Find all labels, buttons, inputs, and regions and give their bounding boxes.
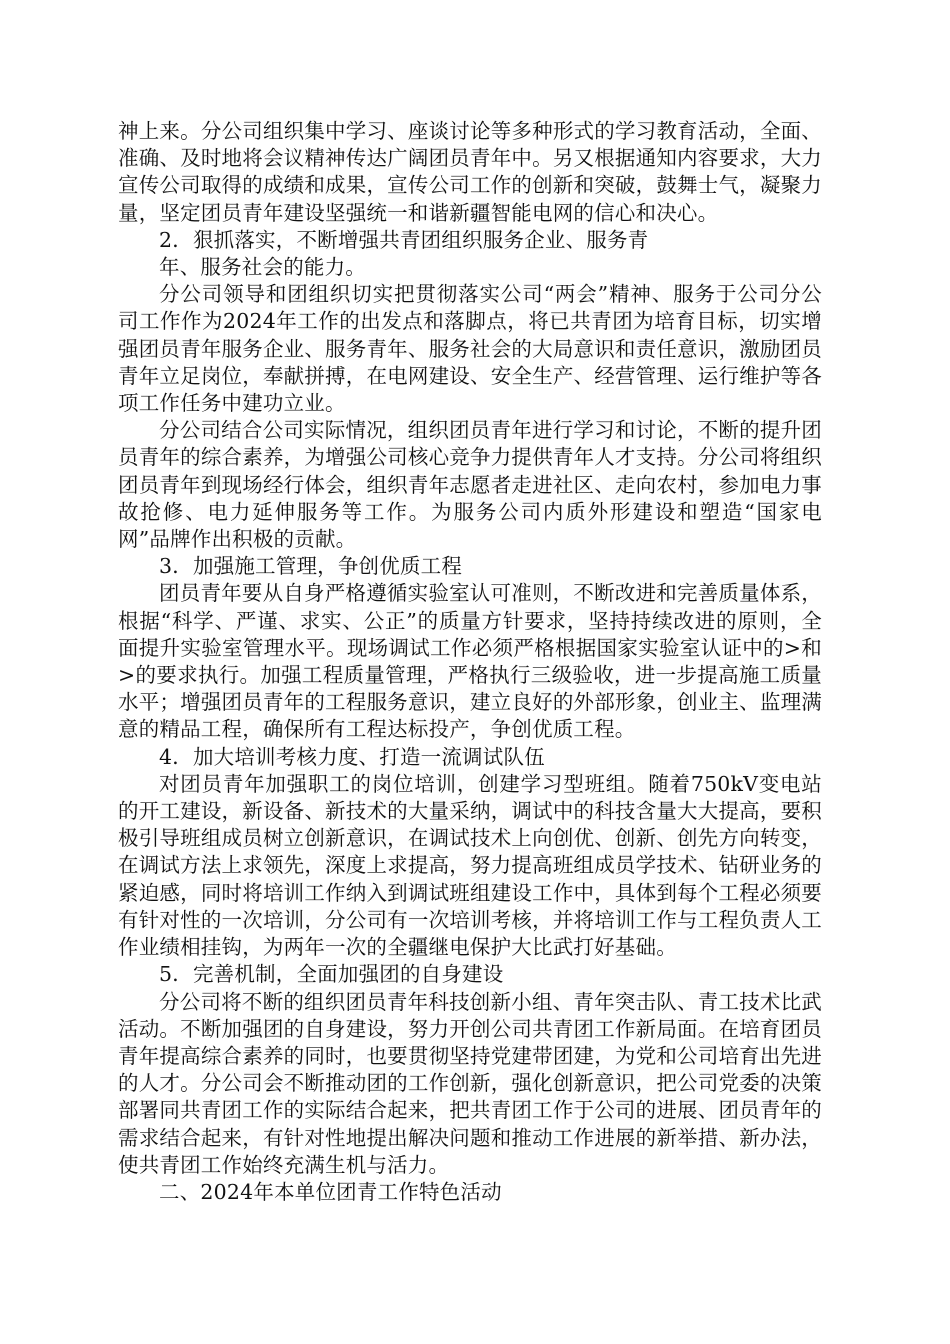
section-heading-4: 4．加大培训考核力度、打造一流调试队伍	[159, 744, 545, 769]
body-paragraph: 团员青年要从自身严格遵循实验室认可准则，不断改进和完善质量体系，根据“科学、严谨、求实、公正”的质量方针要求，坚持持续改进的原则，全面提升实验室管理水平。现场调试工作必须严格根据国家实验室认证中的>和>的要求执行。加强工程质量管理，严格执行三级验收，进一步提高施工质量水平；增强团员青年的工程服务意识，建立良好的外部形象，创业主、监理满意的精品工程，确保所有工程达标投产，争创优质工程。	[118, 581, 822, 742]
body-paragraph: 对团员青年加强职工的岗位培训，创建学习型班组。随着750kV变电站的开工建设，新设备、新技术的大量采纳，调试中的科技含量大大提高，要积极引导班组成员树立创新意识，在调试技术上向创优、创新、创先方向转变，在调试方法上求领先，深度上求提高，努力提高班组成员学技术、钻研业务的紧迫感，同时将培训工作纳入到调试班组建设工作中，具体到每个工程必须要有针对性的一次培训，分公司有一次培训考核，并将培训工作与工程负责人工作业绩相挂钩，为两年一次的全疆继电保护大比武打好基础。	[118, 771, 822, 960]
section-heading-part-2: 二、2024年本单位团青工作特色活动	[159, 1179, 502, 1204]
body-paragraph: 神上来。分公司组织集中学习、座谈讨论等多种形式的学习教育活动，全面、准确、及时地将会议精神传达广阔团员青年中。另又根据通知内容要求，大力宣传公司取得的成绩和成果，宣传公司工作的创新和突破，鼓舞士气，凝聚力量，坚定团员青年建设坚强统一和谐新疆智能电网的信心和决心。	[118, 119, 822, 225]
section-heading-2-line-2: 年、服务社会的能力。	[159, 255, 366, 280]
section-heading-3: 3．加强施工管理，争创优质工程	[159, 554, 463, 579]
section-heading-2-line-1: 2．狠抓落实，不断增强共青团组织服务企业、服务青	[159, 227, 649, 252]
document-body	[118, 118, 822, 1206]
body-paragraph: 分公司结合公司实际情况，组织团员青年进行学习和讨论，不断的提升团员青年的综合素养，为增强公司核心竞争力提供青年人才支持。分公司将组织团员青年到现场经行体会，组织青年志愿者走进社区、走向农村，参加电力事故抢修、电力延伸服务等工作。为服务公司内质外形建设和塑造“国家电网”品牌作出积极的贡献。	[118, 418, 822, 552]
body-paragraph: 分公司将不断的组织团员青年科技创新小组、青年突击队、青工技术比武活动。不断加强团的自身建设，努力开创公司共青团工作新局面。在培育团员青年提高综合素养的同时，也要贯彻坚持党建带团建，为党和公司培育出先进的人才。分公司会不断推动团的工作创新，强化创新意识，把公司党委的决策部署同共青团工作的实际结合起来，把共青团工作于公司的进展、团员青年的需求结合起来，有针对性地提出解决问题和推动工作进展的新举措、新办法，使共青团工作始终充满生机与活力。	[118, 989, 822, 1177]
section-heading-5: 5．完善机制，全面加强团的自身建设	[159, 962, 504, 987]
body-paragraph: 分公司领导和团组织切实把贯彻落实公司“两会”精神、服务于公司分公司工作作为2024年工作的出发点和落脚点，将已共青团为培育目标，切实增强团员青年服务企业、服务青年、服务社会的大局意识和责任意识，激励团员青年立足岗位，奉献拼搏，在电网建设、安全生产、经营管理、运行维护等各项工作任务中建功立业。	[118, 282, 822, 416]
